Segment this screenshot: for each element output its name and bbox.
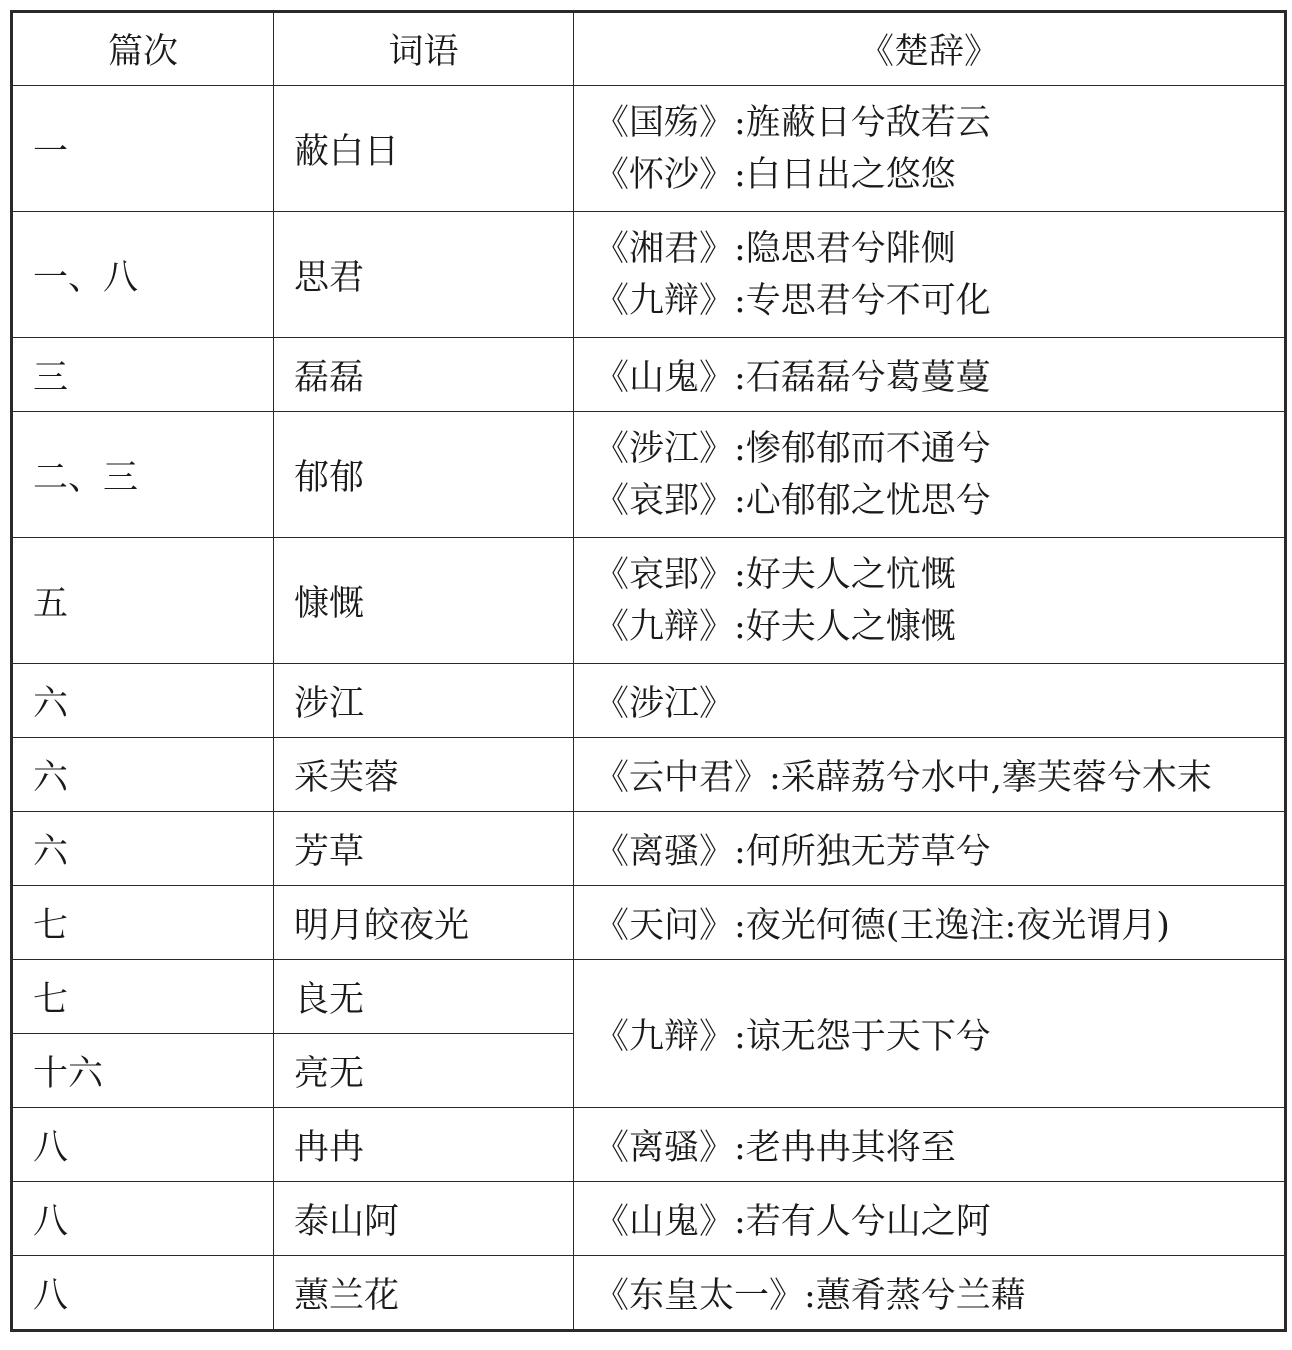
header-pianci: 篇次 bbox=[12, 12, 274, 86]
table-row bbox=[12, 538, 1286, 664]
chuci-line: 《哀郢》:好夫人之忼慨 bbox=[594, 554, 956, 595]
comparison-table-container bbox=[10, 10, 1284, 1332]
cell-chuci: 《天问》:夜光何德(王逸注:夜光谓月) bbox=[574, 886, 1286, 960]
cell-ciyu: 明月皎夜光 bbox=[274, 886, 574, 960]
chuci-line: 《涉江》:惨郁郁而不通兮 bbox=[594, 428, 991, 469]
cell-pianci: 六 bbox=[12, 664, 274, 738]
table-row bbox=[12, 886, 1286, 960]
cell-pianci: 一、八 bbox=[12, 212, 274, 338]
table-row bbox=[12, 1108, 1286, 1182]
cell-pianci: 二、三 bbox=[12, 412, 274, 538]
chuci-line: 《哀郢》:心郁郁之忧思兮 bbox=[594, 480, 991, 521]
header-ciyu: 词语 bbox=[274, 12, 574, 86]
cell-chuci-merged: 《九辩》:谅无怨于天下兮 bbox=[574, 960, 1286, 1108]
cell-chuci: 《东皇太一》:蕙肴蒸兮兰藉 bbox=[574, 1256, 1286, 1331]
table-row bbox=[12, 812, 1286, 886]
cell-ciyu: 蕙兰花 bbox=[274, 1256, 574, 1331]
cell-ciyu: 冉冉 bbox=[274, 1108, 574, 1182]
cell-pianci: 七 bbox=[12, 960, 274, 1034]
chuci-line: 《湘君》:隐思君兮陫侧 bbox=[594, 228, 956, 269]
cell-chuci: 《离骚》:何所独无芳草兮 bbox=[574, 812, 1286, 886]
cell-chuci: 《山鬼》:石磊磊兮葛蔓蔓 bbox=[574, 338, 1286, 412]
cell-pianci: 十六 bbox=[12, 1034, 274, 1108]
cell-pianci: 三 bbox=[12, 338, 274, 412]
table-row bbox=[12, 960, 1286, 1034]
table-row bbox=[12, 664, 1286, 738]
table-row bbox=[12, 1182, 1286, 1256]
cell-chuci: 《离骚》:老冉冉其将至 bbox=[574, 1108, 1286, 1182]
table-row bbox=[12, 212, 1286, 338]
cell-chuci bbox=[574, 412, 1286, 538]
cell-pianci: 八 bbox=[12, 1182, 274, 1256]
cell-ciyu: 慷慨 bbox=[274, 538, 574, 664]
table-row bbox=[12, 412, 1286, 538]
cell-ciyu: 磊磊 bbox=[274, 338, 574, 412]
cell-ciyu: 泰山阿 bbox=[274, 1182, 574, 1256]
cell-ciyu: 蔽白日 bbox=[274, 86, 574, 212]
cell-pianci: 七 bbox=[12, 886, 274, 960]
cell-ciyu: 良无 bbox=[274, 960, 574, 1034]
chuci-line: 《九辩》:专思君兮不可化 bbox=[594, 280, 991, 321]
cell-chuci bbox=[574, 212, 1286, 338]
table-header-row bbox=[12, 12, 1286, 86]
cell-ciyu: 亮无 bbox=[274, 1034, 574, 1108]
cell-chuci: 《山鬼》:若有人兮山之阿 bbox=[574, 1182, 1286, 1256]
table-row bbox=[12, 1256, 1286, 1331]
cell-chuci: 《涉江》 bbox=[574, 664, 1286, 738]
table-row bbox=[12, 338, 1286, 412]
cell-ciyu: 采芙蓉 bbox=[274, 738, 574, 812]
cell-pianci: 六 bbox=[12, 812, 274, 886]
cell-pianci: 五 bbox=[12, 538, 274, 664]
table-row bbox=[12, 738, 1286, 812]
chuci-line: 《九辩》:好夫人之慷慨 bbox=[594, 606, 956, 647]
chuci-line: 《怀沙》:白日出之悠悠 bbox=[594, 154, 956, 195]
cell-ciyu: 芳草 bbox=[274, 812, 574, 886]
cell-ciyu: 郁郁 bbox=[274, 412, 574, 538]
cell-ciyu: 涉江 bbox=[274, 664, 574, 738]
cell-chuci bbox=[574, 538, 1286, 664]
cell-chuci: 《云中君》:采薜荔兮水中,搴芙蓉兮木末 bbox=[574, 738, 1286, 812]
chuci-line: 《国殇》:旌蔽日兮敌若云 bbox=[594, 102, 991, 143]
table-row bbox=[12, 86, 1286, 212]
comparison-table bbox=[10, 10, 1287, 1332]
cell-chuci bbox=[574, 86, 1286, 212]
cell-pianci: 八 bbox=[12, 1256, 274, 1331]
cell-pianci: 六 bbox=[12, 738, 274, 812]
cell-ciyu: 思君 bbox=[274, 212, 574, 338]
cell-pianci: 一 bbox=[12, 86, 274, 212]
cell-pianci: 八 bbox=[12, 1108, 274, 1182]
header-chuci: 《楚辞》 bbox=[574, 12, 1286, 86]
